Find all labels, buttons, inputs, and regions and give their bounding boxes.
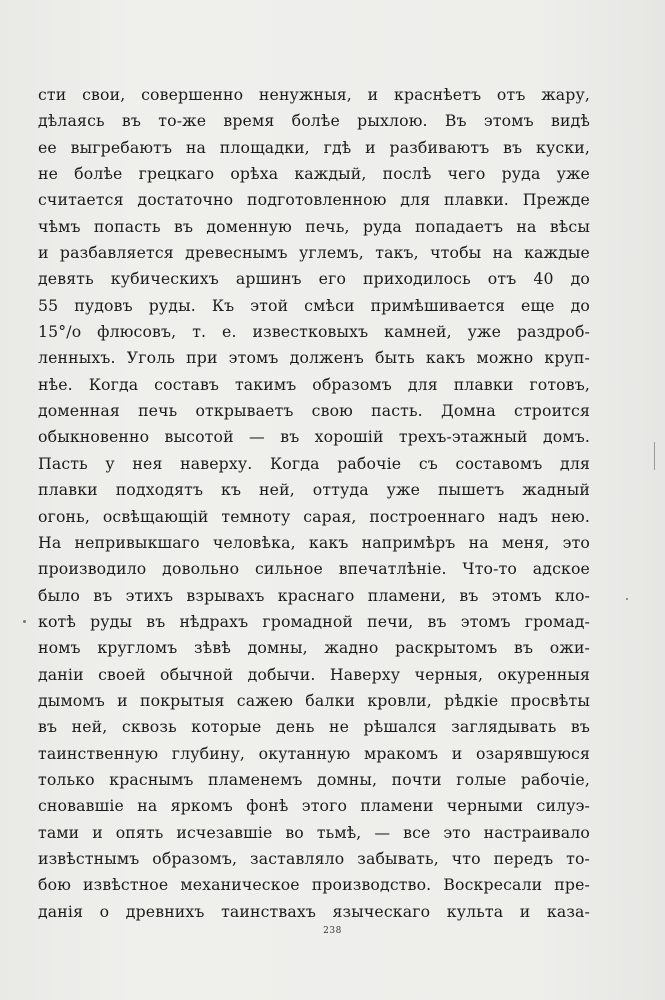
text-line: Пасть у нея наверху. Когда рабочіе съ составомъ для [38, 453, 590, 473]
text-line: было въ этихъ взрывахъ краснаго пламени, въ этомъ кло- [38, 585, 590, 605]
text-line: плавки подходятъ къ ней, оттуда уже пышетъ жадный [38, 480, 590, 500]
paper-speck [626, 598, 628, 600]
text-line: доменная печь открываетъ свою пасть. Домна строится [38, 401, 590, 421]
text-line: обыкновенно высотой — въ хорошій трехъ-этажный домъ. [38, 427, 590, 447]
text-line: бою извѣстное механическое производство. Воскресали пре- [38, 875, 590, 895]
text-line: дѣлаясь въ то-же время болѣе рыхлою. Въ этомъ видѣ [38, 111, 590, 131]
text-line: ленныхъ. Уголь при этомъ долженъ быть какъ можно круп- [38, 348, 590, 368]
body-text [38, 82, 590, 925]
paper-speck [654, 442, 655, 470]
text-line: 55 пудовъ руды. Къ этой смѣси примѣшивается еще до [38, 295, 590, 315]
text-line: только краснымъ пламенемъ домны, почти голые рабочіе, [38, 769, 590, 789]
text-line: котѣ руды въ нѣдрахъ громадной печи, въ этомъ громад- [38, 611, 590, 631]
text-line: тами и опять исчезавшіе во тьмѣ, — все это настраивало [38, 822, 590, 842]
text-line: На непривыкшаго человѣка, какъ напримѣръ на меня, это [38, 532, 590, 552]
text-line: девять кубическихъ аршинъ его приходилось отъ 40 до [38, 269, 590, 289]
text-line: сти свои, совершенно ненужныя, и краснѣетъ отъ жару, [38, 85, 590, 104]
text-line: не болѣе грецкаго орѣха каждый, послѣ чего руда уже [38, 164, 590, 184]
text-line: производило довольно сильное впечатлѣніе. Что-то адское [38, 559, 590, 579]
paper-speck [23, 620, 26, 623]
text-line: данія о древнихъ таинствахъ языческаго культа и каза- [38, 901, 590, 921]
text-line: 15°/о флюсовъ, т. е. известковыхъ камней, уже раздроб- [38, 322, 590, 342]
text-line: чѣмъ попасть въ доменную печь, руда попадаетъ на вѣсы [38, 216, 590, 236]
text-line: дымомъ и покрытыя сажею балки кровли, рѣдкіе просвѣты [38, 690, 590, 710]
text-line: нѣе. Когда составъ такимъ образомъ для плавки готовъ, [38, 374, 590, 394]
text-line: ее выгребаютъ на площадки, гдѣ и разбиваютъ въ куски, [38, 137, 590, 157]
text-line: номъ кругломъ зѣвѣ домны, жадно раскрытомъ въ ожи- [38, 638, 590, 658]
text-line: и разбавляется древеснымъ углемъ, такъ, чтобы на каждые [38, 243, 590, 263]
text-line: считается достаточно подготовленною для плавки. Прежде [38, 190, 590, 210]
page-number: 238 [323, 926, 342, 936]
text-line: огонь, освѣщающій темноту сарая, построеннаго надъ нею. [38, 506, 590, 526]
text-line: даніи своей обычной добычи. Наверху черныя, окуренныя [38, 664, 590, 684]
text-line: таинственную глубину, окутанную мракомъ и озарявшуюся [38, 743, 590, 763]
text-line: въ ней, сквозь которые день не рѣшался заглядывать въ [38, 717, 590, 737]
text-line: сновавшіе на яркомъ фонѣ этого пламени черными силуэ- [38, 796, 590, 816]
text-line: извѣстнымъ образомъ, заставляло забывать, что передъ то- [38, 848, 590, 868]
